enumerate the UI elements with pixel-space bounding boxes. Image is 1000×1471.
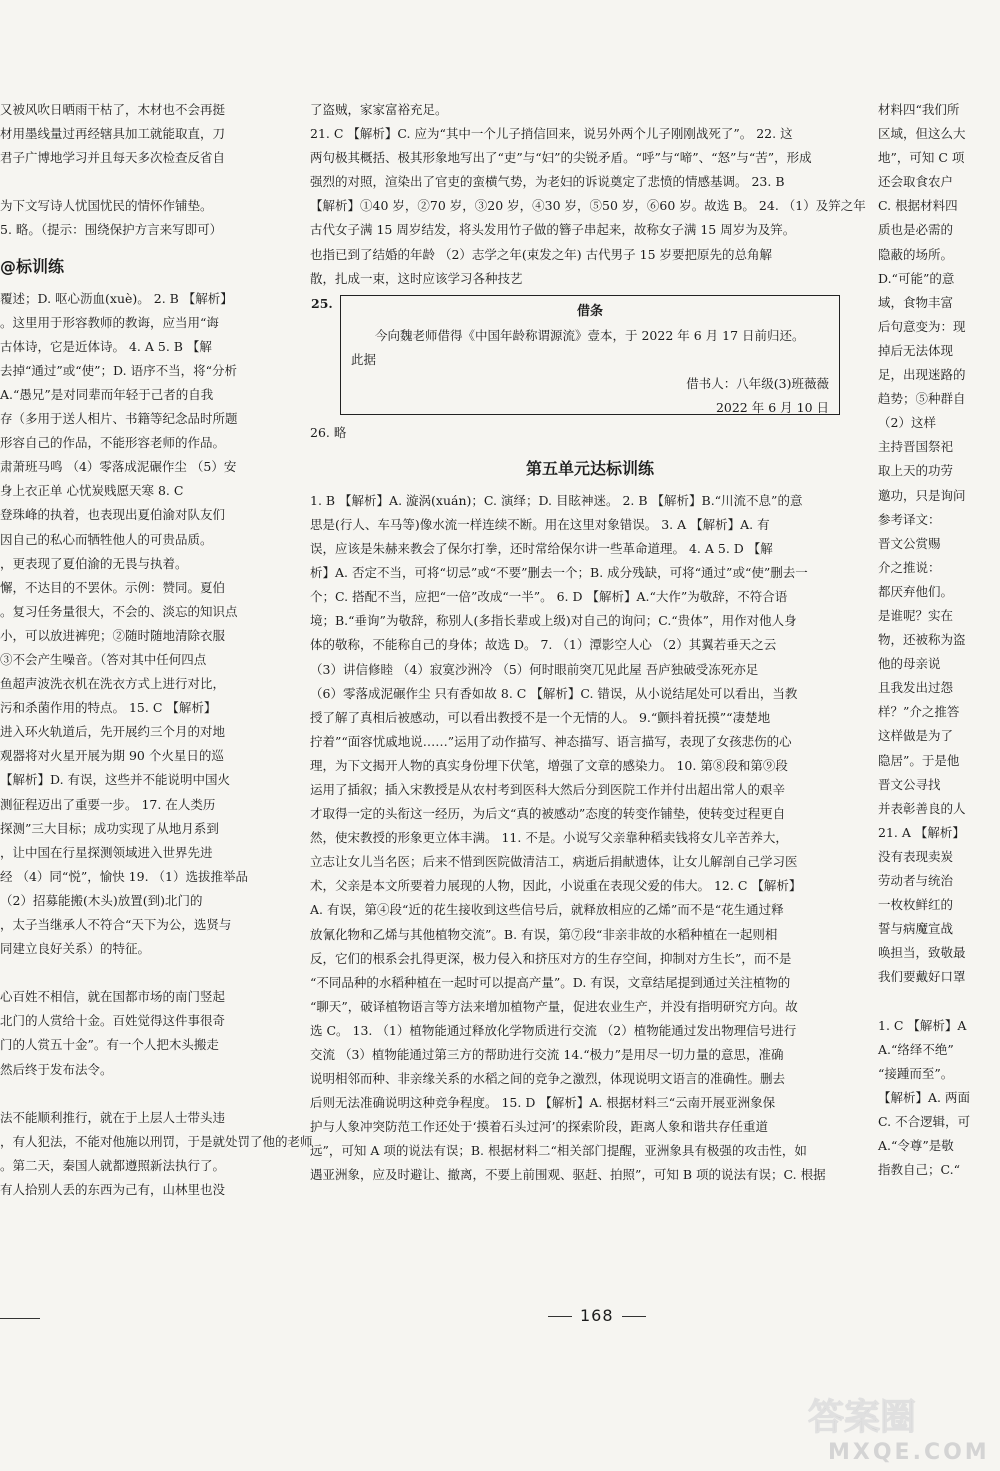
left-column bbox=[0, 98, 313, 1202]
text-line: 样？”介之推答 bbox=[878, 704, 960, 720]
text-line: 强烈的对照，渲染出了官吏的蛮横气势，为老妇的诉说奠定了悲愤的情感基调。 23. B bbox=[310, 174, 785, 190]
text-line: 足，出现迷路的 bbox=[878, 367, 966, 383]
text-line: 然，使宋教授的形象更立体丰满。 11. 不是。小说写父亲靠种稻卖钱将女儿辛苦养大， bbox=[310, 830, 788, 846]
text-line: 。复习任务量很大，不会的、淡忘的知识点 bbox=[0, 603, 238, 619]
text-line: 劳动者与统治 bbox=[878, 873, 954, 888]
text-line: 唤担当，致敬最 bbox=[878, 945, 966, 961]
text-line: 形容自己的作品，不能形容老师的作品。 bbox=[0, 435, 226, 451]
section-title: 第五单元达标训练 bbox=[525, 458, 654, 478]
text-line: 身上衣正单 心忧炭贱愿天寒 8. C bbox=[0, 483, 184, 499]
text-line: 经 （4）同“悦”，愉快 19. （1）选拔推举品 bbox=[0, 868, 248, 884]
text-line bbox=[0, 961, 272, 985]
text-line: 同建立良好关系）的特征。 bbox=[0, 941, 151, 957]
text-line: （2）招募能搬(木头)放置(到)北门的 bbox=[0, 892, 203, 908]
note-date: 2022 年 6 月 10 日 bbox=[715, 400, 829, 416]
text-line: 说明相邻而种、非亲缘关系的水稻之间的竞争之激烈，体现说明文语言的准确性。删去 bbox=[310, 1071, 786, 1087]
text-line: 都厌弃他们。 bbox=[878, 583, 954, 599]
footer-dash bbox=[0, 1318, 40, 1319]
text-line: C. 不合逻辑，可 bbox=[878, 1113, 971, 1129]
text-line: 污和杀菌作用的特点。 15. C 【解析】 bbox=[0, 700, 217, 716]
text-line: 才取得一定的头衔这一经历，为后文“真的被感动”态度的转变作铺垫，使转变过程更自 bbox=[310, 806, 786, 822]
text-line: 介之推说： bbox=[878, 559, 941, 575]
text-line: 两句极其概括、极其形象地写出了“吏”与“妇”的尖锐矛盾。“呼”与“啼”、“怒”与“苦”，形成 bbox=[310, 150, 812, 166]
text-line: ，太子当继承人不符合“天下为公，选贤与 bbox=[0, 917, 232, 932]
loan-note bbox=[311, 295, 840, 416]
text-line: 主持晋国祭祀 bbox=[878, 439, 954, 455]
text-line bbox=[0, 170, 272, 194]
middle-column bbox=[310, 98, 870, 1188]
text-line: 存（多用于送人相片、书籍等纪念品时所题 bbox=[0, 411, 238, 427]
text-line: 且我发出过怨 bbox=[878, 680, 954, 696]
text-line: 反，它们的根系会扎得更深，极力侵入和挤压对方的生存空间，抑制对方生长”，而不是 bbox=[310, 950, 792, 966]
text-line: 掉后无法体现 bbox=[878, 342, 954, 358]
text-line: A.“络绎不绝” bbox=[878, 1041, 954, 1057]
text-line: 个；C. 搭配不当，应把“一倍”改成“一半”。 6. D 【解析】A.“大作”为敬辞，不符合语 bbox=[310, 589, 788, 605]
watermark-text: 答案圈 bbox=[808, 1397, 917, 1438]
text-line: A.“令尊”是敬 bbox=[878, 1138, 954, 1154]
note-title: 借条 bbox=[576, 303, 603, 319]
text-line: 有人拾别人丢的东西为己有，山林里也没 bbox=[0, 1182, 226, 1198]
text-line: 没有表现卖炭 bbox=[878, 848, 954, 864]
text-line: 理，为下文揭开人物的真实身份埋下伏笔，增强了文章的感染力。 10. 第⑧段和第⑨段 bbox=[310, 757, 788, 773]
text-line: 散，扎成一束，这时应该学习各种技艺 bbox=[310, 270, 523, 286]
watermark-logo bbox=[800, 1385, 995, 1465]
text-line: 指教自己；C.“ bbox=[878, 1162, 960, 1178]
text-line: “接踵而至”。 bbox=[878, 1065, 954, 1081]
text-line: 隐居”。于是他 bbox=[878, 752, 960, 768]
note-closing: 此据 bbox=[351, 351, 377, 367]
text-line: 后则无法准确说明这种竞争程度。 15. D 【解析】A. 根据材料三“云南开展亚洲象保 bbox=[310, 1095, 776, 1111]
note-signer: 借书人：八年级(3)班薇薇 bbox=[686, 376, 829, 392]
text-line: 探测”三大目标；成功实现了从地月系到 bbox=[0, 820, 219, 836]
text-line: “不同品种的水稻种植在一起时可以提高产量”。D. 有误，文章结尾提到通过关注植物的 bbox=[310, 974, 791, 990]
text-line: 晋文公赏赐 bbox=[878, 535, 941, 551]
middle-top-lines bbox=[310, 98, 870, 291]
text-line: 选 C。 13. （1）植物能通过释放化学物质进行交流 （2）植物能通过发出物理信号进行 bbox=[310, 1022, 797, 1038]
text-line: 遇亚洲象，应及时避让、撤离，不要上前围观、驱赶、拍照”，可知 B 项的说法有误；C. 根据 bbox=[310, 1167, 826, 1183]
text-line: A. 有误，第④段“近的花生接收到这些信号后，就释放相应的乙烯”而不是“花生通过释 bbox=[310, 902, 784, 918]
text-line: 小，可以放进裤兜；②随时随地清除衣服 bbox=[0, 627, 226, 643]
section-heading: @标训练 bbox=[0, 256, 65, 276]
text-line: 立志让女儿当名医；后来不惜到医院做清洁工，病逝后捐献遗体，让女儿解剖自己学习医 bbox=[310, 854, 798, 870]
text-line: 然后终于发布法令。 bbox=[0, 1061, 113, 1077]
text-line: 交流 （3）植物能通过第三方的帮助进行交流 14.“极力”是用尽一切力量的意思，准确 bbox=[310, 1047, 784, 1062]
text-line: 质也是必需的 bbox=[878, 222, 954, 238]
answer-26: 26. 略 bbox=[310, 424, 347, 440]
text-line: 21. A 【解析】 bbox=[878, 824, 965, 840]
text-line: ，有人犯法，不能对他施以刑罚，于是就处罚了他的老师 bbox=[0, 1133, 313, 1149]
text-line: 一枚枚鲜红的 bbox=[878, 897, 954, 913]
text-line: 覆述；D. 呕心沥血(xuè)。 2. B 【解析】 bbox=[0, 290, 233, 306]
text-line: 为下文写诗人忧国忧民的情怀作铺垫。 bbox=[0, 198, 213, 214]
text-line: ，让中国在行星探测领域进入世界先进 bbox=[0, 844, 213, 860]
text-line: 远”，可知 A 项的说法有误；B. 根据材料二“相关部门提醒，亚洲象具有极强的攻击性，如 bbox=[310, 1143, 807, 1159]
text-line: 材料四“我们所 bbox=[878, 102, 960, 117]
text-line: 趋势；⑤种群自 bbox=[878, 391, 966, 407]
text-line: D.“可能”的意 bbox=[878, 270, 955, 286]
right-column bbox=[878, 98, 1000, 1182]
text-line: 他的母亲说 bbox=[878, 656, 941, 672]
text-line: 我们要戴好口罩 bbox=[878, 969, 966, 985]
text-line: 后句意变为：现 bbox=[878, 318, 966, 334]
text-line: 1. B 【解析】A. 漩涡(xuán)；C. 演绎；D. 目眩神迷。 2. B 【解析】B.“川流不息”的意 bbox=[310, 492, 803, 508]
text-line: 域，食物丰富 bbox=[878, 294, 954, 310]
text-line: 地”，可知 C 项 bbox=[878, 150, 965, 166]
text-line: ③不会产生噪音。（答对其中任何四点 bbox=[0, 651, 207, 667]
text-line: 体的敬称，不能称自己的身体；故选 D。 7. （1）潭影空人心 （2）其翼若垂天之云 bbox=[310, 637, 777, 653]
text-line: 材用墨线量过再经辖具加工就能取直，刀 bbox=[0, 126, 226, 142]
text-line: 晋文公寻找 bbox=[878, 776, 941, 792]
text-line: （6）零落成泥碾作尘 只有香如故 8. C 【解析】C. 错误，从小说结尾处可以看出，当教 bbox=[310, 685, 798, 701]
text-line: 古代女子满 15 周岁结发，将头发用竹子做的簪子串起来，故称女子满 15 周岁为及笄。 bbox=[310, 222, 796, 238]
page-number: 168 bbox=[540, 1306, 654, 1325]
text-line: 因自己的私心而牺牲他人的可贵品质。 bbox=[0, 531, 213, 547]
text-line: 去掉“通过”或“使”；D. 语序不当，将“分析 bbox=[0, 362, 237, 378]
text-line: 区域，但这么大 bbox=[878, 126, 966, 142]
text-line: 誓与病魔宣战 bbox=[878, 921, 954, 937]
text-line: 北门的人赏给十金。百姓觉得这件事很奇 bbox=[0, 1013, 226, 1029]
text-line: 境；B.“垂询”为敬辞，称别人(多指长辈或上级)对自己的询问；C.“贵体”，用作对他人身 bbox=[310, 613, 797, 629]
text-line: 测征程迈出了重要一步。 17. 在人类历 bbox=[0, 796, 216, 812]
text-line: 参考译文： bbox=[878, 511, 941, 527]
text-line: 授了解了真相后被感动，可以看出教授不是一个无情的人。 9.“颤抖着抚摸”“凄楚地 bbox=[310, 709, 771, 725]
text-line: （2）这样 bbox=[878, 415, 936, 431]
text-line: 【解析】D. 有误，这些并不能说明中国火 bbox=[0, 772, 231, 788]
text-line: 登珠峰的执着，也表现出夏伯渝对队友们 bbox=[0, 507, 226, 523]
text-line: A.“愚兄”是对同辈而年轻于己者的自我 bbox=[0, 386, 214, 402]
text-line: 古体诗，它是近体诗。 4. A 5. B 【解 bbox=[0, 338, 212, 354]
text-line: 也指已到了结婚的年龄 （2）志学之年(束发之年) 古代男子 15 岁要把原先的总角解 bbox=[310, 246, 773, 262]
text-line: 【解析】①40 岁，②70 岁，③20 岁，④30 岁，⑤50 岁，⑥60 岁。故选 B。 24. （1）及笄之年 bbox=[310, 198, 866, 214]
middle-bottom-lines bbox=[310, 489, 870, 1188]
note-number: 25. bbox=[311, 295, 333, 311]
text-line bbox=[0, 1082, 272, 1106]
text-line: 观器将对火星开展为期 90 个火星日的巡 bbox=[0, 748, 224, 764]
text-line: 君子广博地学习并且每天多次检查反省自 bbox=[0, 150, 226, 166]
text-line: 邀功，只是询问 bbox=[878, 487, 966, 503]
text-line: 。这里用于形容教师的教诲，应当用“诲 bbox=[0, 314, 219, 330]
text-line: C. 根据材料四 bbox=[878, 198, 958, 214]
text-line: 术，父亲是本文所要着力展现的人物，因此，小说重在表现父爱的伟大。 12. C 【解析】 bbox=[310, 878, 802, 894]
text-line: 5. 略。（提示：围绕保护方言来写即可） bbox=[0, 222, 223, 238]
text-line: 这样做是为了 bbox=[878, 728, 954, 744]
text-line: 21. C 【解析】C. 应为“其中一个儿子捎信回来，说另外两个儿子刚刚战死了”。 22. 这 bbox=[310, 126, 793, 142]
text-line: 1. C 【解析】A bbox=[878, 1017, 967, 1033]
text-line: 隐蔽的场所。 bbox=[878, 246, 954, 262]
text-line: 思是(行人、车马等)像水流一样连续不断。用在这里对象错误。 3. A 【解析】A. 有 bbox=[310, 516, 770, 532]
note-body: 今向魏老师借得《中国年龄称谓源流》壹本，于 2022 年 6 月 17 日前归还。 bbox=[375, 327, 805, 343]
text-line: 门的人赏五十金”。有一个人把木头搬走 bbox=[0, 1037, 219, 1053]
text-line: 护与人象冲突防范工作还处于‘摸着石头过河’的探索阶段，距离人象和谐共存任重道 bbox=[310, 1119, 768, 1135]
text-line: 误，应该是朱赫来教会了保尔打拳，还时常给保尔讲一些革命道理。 4. A 5. D 【解 bbox=[310, 541, 773, 557]
text-line: 放氰化物和乙烯与其他植物交流”。B. 有误，第⑦段“非亲非故的水稻种植在一起则相 bbox=[310, 926, 778, 942]
text-line: 。第二天，秦国人就都遵照新法执行了。 bbox=[0, 1157, 226, 1173]
text-line: 运用了插叙；插入宋教授是从农村考到医科大然后分到医院工作并付出超出常人的艰辛 bbox=[310, 781, 786, 797]
text-line: 【解析】A. 两面 bbox=[878, 1089, 970, 1105]
text-line: 法不能顺利推行，就在于上层人士带头违 bbox=[0, 1109, 226, 1125]
text-line: “聊天”，破译植物语言等方法来增加植物产量，促进农业生产，并没有指明研究方向。故 bbox=[310, 998, 798, 1014]
text-line: 还会取食农户 bbox=[878, 174, 954, 190]
watermark-domain: MXQE.COM bbox=[828, 1440, 990, 1465]
text-line: （3）讲信修睦 （4）寂寞沙洲冷 （5）何时眼前突兀见此屋 吾庐独破受冻死亦足 bbox=[310, 661, 759, 677]
text-line: 取上天的功劳 bbox=[878, 463, 954, 479]
text-line: 懈，不达目的不罢休。示例：赞同。夏伯 bbox=[0, 579, 226, 595]
text-line: ，更表现了夏伯渝的无畏与执着。 bbox=[0, 555, 188, 571]
text-line: 肃萧班马鸣 （4）零落成泥碾作尘 （5）安 bbox=[0, 459, 237, 475]
text-line bbox=[878, 989, 1000, 1013]
text-line: 是谁呢？实在 bbox=[878, 607, 954, 623]
text-line: 拧着”“面容忧戚地说……”运用了动作描写、神态描写、语言描写，表现了女孩悲伤的心 bbox=[310, 733, 792, 749]
text-line: 进入环火轨道后，先开展约三个月的对地 bbox=[0, 724, 226, 740]
text-line: 心百姓不相信，就在国都市场的南门竖起 bbox=[0, 989, 226, 1005]
text-line: 又被风吹日晒雨干枯了，木材也不会再挺 bbox=[0, 102, 226, 117]
text-line: 鱼超声波洗衣机在洗衣方式上进行对比， bbox=[0, 676, 226, 692]
text-line: 了盗贼，家家富裕充足。 bbox=[310, 102, 448, 117]
text-line: 物，还被称为盗 bbox=[878, 632, 966, 648]
text-line: 并表彰善良的人 bbox=[878, 800, 966, 816]
text-line: 析】A. 否定不当，可将“切忌”或“不要”删去一个；B. 成分残缺，可将“通过”或“使”删去一 bbox=[310, 565, 808, 581]
